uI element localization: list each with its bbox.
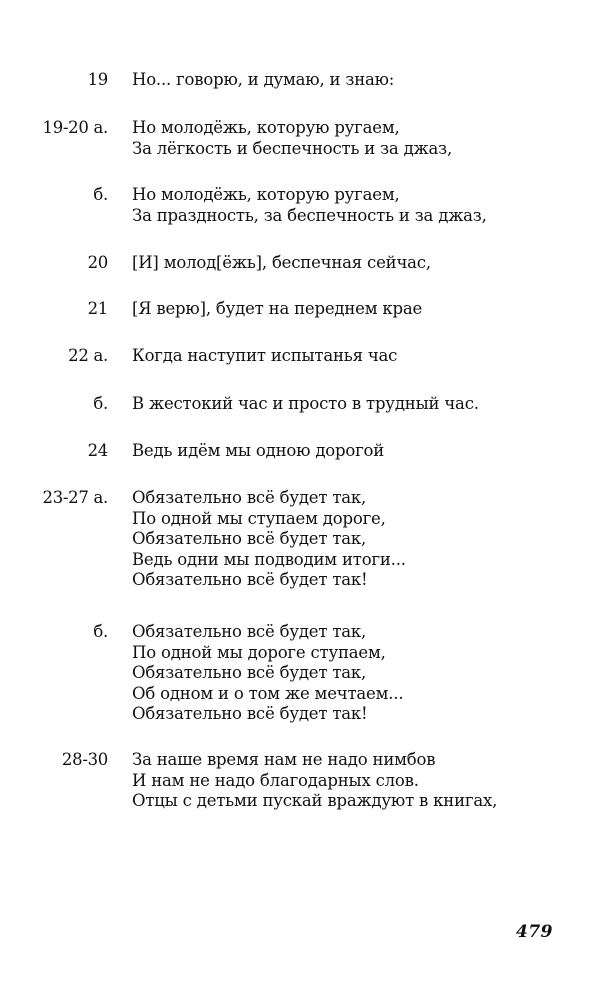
verse-lines <box>132 346 572 367</box>
verse-lines <box>132 118 572 159</box>
verse-line: [И] молод[ёжь], беспечная сейчас, <box>132 253 431 272</box>
verse-line: [Я верю], будет на переднем крае <box>132 299 423 318</box>
line-number: 22 а. <box>68 346 108 365</box>
line-number: 28-30 <box>61 750 108 769</box>
line-number: б. <box>93 622 108 641</box>
line-number: 24 <box>87 441 108 460</box>
verse-lines <box>132 253 572 274</box>
line-number: б. <box>93 185 108 204</box>
verse-line: Обязательно всё будет так, <box>132 488 367 507</box>
verse-line: Но... говорю, и думаю, и знаю: <box>132 70 395 89</box>
verse-line: Ведь идём мы одною дорогой <box>132 441 385 460</box>
verse-line: За наше время нам не надо нимбов <box>132 750 436 769</box>
line-number: 19 <box>87 70 108 89</box>
verse-line: Обязательно всё будет так! <box>132 570 368 589</box>
verse-line: За праздность, за беспечность и за джаз, <box>132 205 487 225</box>
line-number: 20 <box>87 253 108 272</box>
line-number: 23-27 а. <box>42 488 108 507</box>
verse-line: И нам не надо благодарных слов. <box>132 770 419 790</box>
verse-lines <box>132 622 572 725</box>
verse-lines <box>132 70 572 91</box>
verse-line: Обязательно всё будет так, <box>132 622 367 641</box>
verse-line: Обязательно всё будет так! <box>132 704 368 723</box>
verse-line: По одной мы ступаем дороге, <box>132 508 386 528</box>
line-number: б. <box>93 394 108 413</box>
verse-lines <box>132 441 572 462</box>
verse-line: Об одном и о том же мечтаем... <box>132 683 404 703</box>
verse-line: Когда наступит испытанья час <box>132 346 398 365</box>
verse-line: Обязательно всё будет так, <box>132 529 367 548</box>
verse-line: Но молодёжь, которую ругаем, <box>132 185 400 204</box>
line-number: 19-20 а. <box>42 118 108 137</box>
verse-lines <box>132 394 572 415</box>
verse-lines <box>132 185 572 226</box>
verse-line: Отцы с детьми пускай враждуют в книгах, <box>132 791 498 810</box>
verse-lines <box>132 488 572 591</box>
verse-lines <box>132 750 572 812</box>
verse-lines <box>132 299 572 320</box>
verse-line: В жестокий час и просто в трудный час. <box>132 394 479 413</box>
line-number: 21 <box>87 299 108 318</box>
verse-line: Но молодёжь, которую ругаем, <box>132 118 400 137</box>
page-number: 479 <box>516 922 553 942</box>
verse-line: По одной мы дороге ступаем, <box>132 642 386 662</box>
verse-line: Обязательно всё будет так, <box>132 663 367 682</box>
verse-line: За лёгкость и беспечность и за джаз, <box>132 138 453 158</box>
verse-line: Ведь одни мы подводим итоги... <box>132 549 406 569</box>
